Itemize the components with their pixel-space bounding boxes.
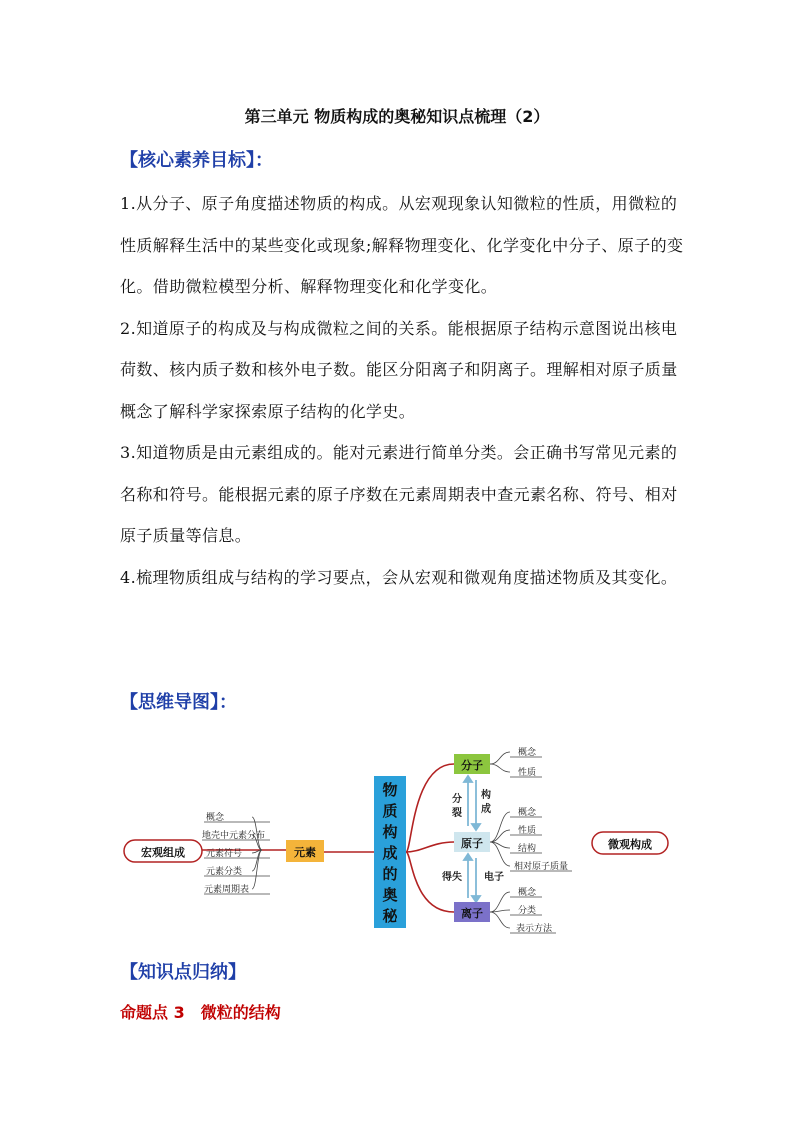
- right-root-label: 微观构成: [608, 838, 652, 851]
- molecule-node-label: 分子: [461, 759, 483, 772]
- atom-item-1: 概念: [518, 808, 537, 818]
- relation-arrows-molecule-atom: [464, 776, 480, 830]
- element-item-5: 元素周期表: [204, 885, 250, 895]
- molecule-item-1: 概念: [518, 748, 537, 758]
- goal-item-3: 3.知道物质是由元素组成的。能对元素进行简单分类。会正确书写常见元素的名称和符号。能根据元素的原子序数在元素周期表中查元素名称、符号、相对原子质量等信息。: [120, 443, 678, 545]
- element-item-4: 元素分类: [206, 867, 243, 877]
- ion-item-1: 概念: [518, 888, 537, 898]
- subheading-text: 微粒的结构: [200, 1003, 281, 1022]
- svg-text:的: 的: [382, 865, 398, 883]
- mind-map: [112, 724, 692, 944]
- branch-atom: [406, 842, 454, 852]
- relation-compose-2: 成: [481, 804, 491, 815]
- ion-node-label: 离子: [461, 907, 483, 920]
- relation-electron: 电子: [484, 872, 504, 883]
- svg-text:构: 构: [382, 823, 398, 841]
- element-item-2: 地壳中元素分布: [202, 831, 266, 841]
- center-node-label: [382, 781, 398, 925]
- relation-gain-lose: 得失: [442, 872, 462, 883]
- section-heading-summary: 【知识点归纳】: [120, 962, 246, 983]
- element-item-3: 元素符号: [206, 849, 243, 859]
- section-heading-goals: 【核心素养目标】：: [120, 150, 273, 171]
- relation-compose-1: 构: [481, 790, 491, 801]
- svg-text:物: 物: [382, 781, 398, 799]
- subheading-prefix: 命题点 3: [120, 1003, 185, 1022]
- subheading: [120, 1000, 281, 1023]
- atom-item-4: 相对原子质量: [514, 862, 569, 872]
- relation-split-2: 裂: [452, 808, 462, 819]
- ion-item-2: 分类: [518, 906, 537, 916]
- svg-text:秘: 秘: [382, 907, 398, 925]
- section-heading-mindmap: 【思维导图】：: [120, 692, 237, 713]
- page-title: 第三单元 物质构成的奥秘知识点梳理（2）: [244, 107, 550, 126]
- relation-split-1: 分: [452, 794, 462, 805]
- left-root-label: 宏观组成: [141, 846, 185, 859]
- atom-item-3: 结构: [518, 844, 537, 854]
- relation-arrows-atom-ion: [464, 854, 480, 902]
- element-item-1: 概念: [206, 813, 225, 823]
- ion-item-3: 表示方法: [516, 924, 553, 934]
- element-node-label: 元素: [294, 846, 316, 859]
- branch-molecule: [406, 764, 454, 852]
- molecule-item-2: 性质: [518, 768, 537, 778]
- atom-node-label: 原子: [461, 837, 483, 850]
- goal-item-2: 2.知道原子的构成及与构成微粒之间的关系。能根据原子结构示意图说出核电荷数、核内质子数和核外电子数。能区分阳离子和阴离子。理解相对原子质量概念了解科学家探索原子结构的化学史。: [120, 318, 678, 421]
- svg-text:成: 成: [382, 844, 398, 862]
- goals-list: [120, 183, 685, 598]
- goal-item-1: 1.从分子、原子角度描述物质的构成。从宏观现象认知微粒的性质，用微粒的性质解释生活中的某些变化或现象;解释物理变化、化学变化中分子、原子的变化。借助微粒模型分析、解释物理变化和化学变化。: [120, 194, 684, 296]
- goal-item-4: 4.梳理物质组成与结构的学习要点，会从宏观和微观角度描述物质及其变化。: [120, 567, 678, 587]
- svg-text:奥: 奥: [382, 886, 398, 904]
- atom-item-2: 性质: [518, 826, 537, 836]
- svg-text:质: 质: [382, 802, 398, 820]
